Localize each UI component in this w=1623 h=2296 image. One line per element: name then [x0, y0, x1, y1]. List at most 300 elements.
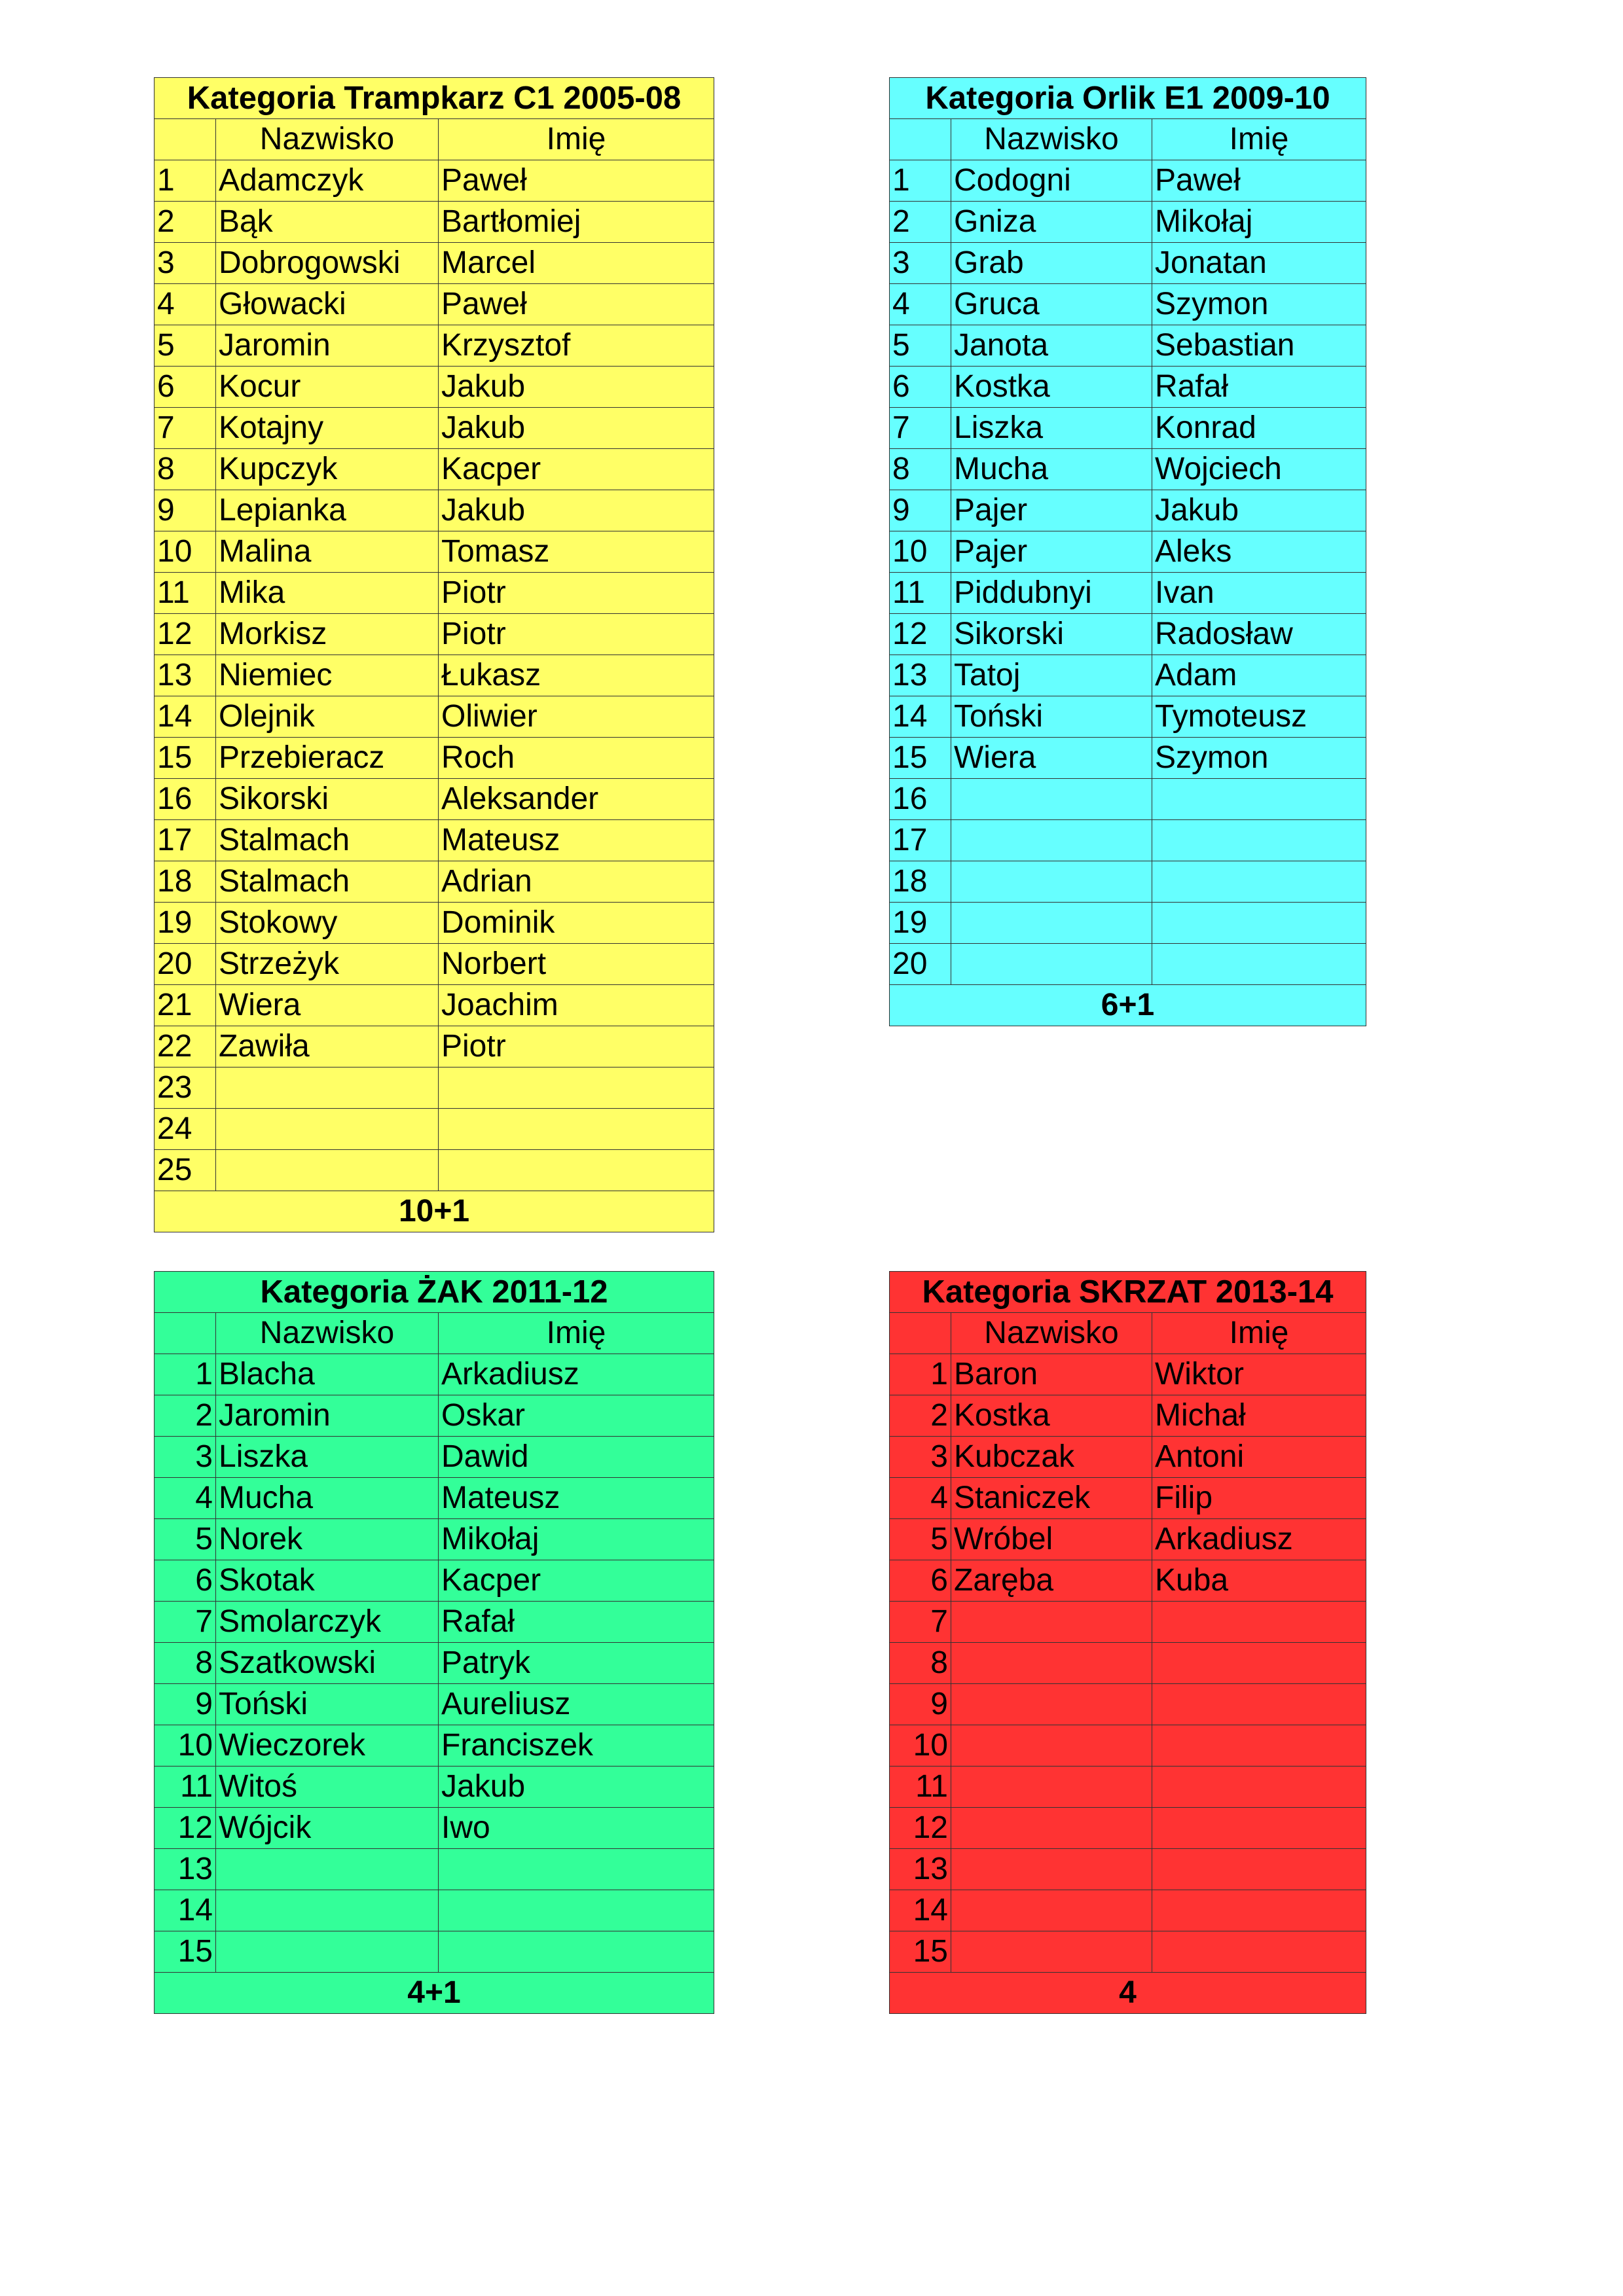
- row-surname: Lepianka: [216, 490, 439, 531]
- row-name: Paweł: [1152, 160, 1366, 202]
- row-name: Dominik: [439, 903, 714, 944]
- row-name: Kacper: [439, 449, 714, 490]
- row-surname: Adamczyk: [216, 160, 439, 202]
- row-name: Piotr: [439, 1026, 714, 1067]
- row-number: 12: [155, 1808, 216, 1849]
- row-name: [1152, 779, 1366, 820]
- row-number: 17: [155, 820, 216, 861]
- table-row: [890, 738, 1366, 779]
- table-row: [155, 1849, 714, 1890]
- row-name: [1152, 1849, 1366, 1890]
- table-row: [155, 490, 714, 531]
- row-surname: [951, 779, 1152, 820]
- table-row: [155, 243, 714, 284]
- row-surname: Zawiła: [216, 1026, 439, 1067]
- row-number: 16: [155, 779, 216, 820]
- table-row: [890, 1849, 1366, 1890]
- table-row: [890, 367, 1366, 408]
- row-number: 3: [155, 243, 216, 284]
- row-number: 9: [155, 490, 216, 531]
- row-number: 7: [890, 408, 951, 449]
- row-number: 5: [890, 325, 951, 367]
- row-number: 15: [155, 1931, 216, 1973]
- table-row: [890, 1437, 1366, 1478]
- row-surname: Liszka: [216, 1437, 439, 1478]
- row-name: Szymon: [1152, 738, 1366, 779]
- row-number: 5: [155, 1519, 216, 1560]
- row-number: 13: [890, 1849, 951, 1890]
- row-name: Adrian: [439, 861, 714, 903]
- row-number: 13: [155, 1849, 216, 1890]
- table-row: [155, 861, 714, 903]
- row-surname: Niemiec: [216, 655, 439, 696]
- header-name: Imię: [1152, 1313, 1366, 1354]
- row-surname: Przebieracz: [216, 738, 439, 779]
- row-name: Mikołaj: [439, 1519, 714, 1560]
- row-surname: Mucha: [951, 449, 1152, 490]
- row-number: 10: [890, 1725, 951, 1767]
- row-name: Arkadiusz: [1152, 1519, 1366, 1560]
- row-name: Antoni: [1152, 1437, 1366, 1478]
- table-row: [155, 1150, 714, 1191]
- row-name: Wojciech: [1152, 449, 1366, 490]
- row-name: Ivan: [1152, 573, 1366, 614]
- row-name: Jonatan: [1152, 243, 1366, 284]
- row-name: [439, 1150, 714, 1191]
- row-surname: [951, 1931, 1152, 1973]
- table-row: [890, 202, 1366, 243]
- table-row: [890, 1602, 1366, 1643]
- table-row: [890, 1643, 1366, 1684]
- row-name: Szymon: [1152, 284, 1366, 325]
- row-name: Aureliusz: [439, 1684, 714, 1725]
- row-surname: Pajer: [951, 490, 1152, 531]
- row-name: Konrad: [1152, 408, 1366, 449]
- row-surname: Grab: [951, 243, 1152, 284]
- row-number: 7: [155, 408, 216, 449]
- row-number: 4: [890, 1478, 951, 1519]
- row-number: 1: [155, 1354, 216, 1395]
- row-surname: [951, 903, 1152, 944]
- row-name: Kuba: [1152, 1560, 1366, 1602]
- row-name: [439, 1849, 714, 1890]
- row-surname: Stokowy: [216, 903, 439, 944]
- row-surname: [216, 1109, 439, 1150]
- title-row: [155, 78, 714, 119]
- row-surname: Zaręba: [951, 1560, 1152, 1602]
- row-number: 12: [890, 614, 951, 655]
- table-row: [155, 738, 714, 779]
- row-surname: Kotajny: [216, 408, 439, 449]
- row-name: Roch: [439, 738, 714, 779]
- table-row: [890, 160, 1366, 202]
- total-row: [155, 1973, 714, 2014]
- row-surname: [951, 1602, 1152, 1643]
- row-number: 14: [890, 1890, 951, 1931]
- row-number: 2: [890, 1395, 951, 1437]
- row-surname: Sikorski: [951, 614, 1152, 655]
- row-number: 22: [155, 1026, 216, 1067]
- row-surname: Liszka: [951, 408, 1152, 449]
- row-surname: Skotak: [216, 1560, 439, 1602]
- row-number: 2: [890, 202, 951, 243]
- row-surname: [951, 1725, 1152, 1767]
- row-surname: Toński: [216, 1684, 439, 1725]
- row-name: Dawid: [439, 1437, 714, 1478]
- header-surname: Nazwisko: [951, 119, 1152, 160]
- table-row: [155, 1560, 714, 1602]
- table-row: [890, 1931, 1366, 1973]
- row-number: 15: [155, 738, 216, 779]
- row-number: 8: [155, 1643, 216, 1684]
- header-number-cell: [155, 1313, 216, 1354]
- table-row: [890, 284, 1366, 325]
- row-name: Aleks: [1152, 531, 1366, 573]
- row-surname: [951, 944, 1152, 985]
- table-row: [890, 573, 1366, 614]
- row-name: Oliwier: [439, 696, 714, 738]
- row-surname: [951, 1849, 1152, 1890]
- row-name: Radosław: [1152, 614, 1366, 655]
- row-name: Mikołaj: [1152, 202, 1366, 243]
- row-number: 11: [155, 1767, 216, 1808]
- row-name: Tymoteusz: [1152, 696, 1366, 738]
- row-name: [1152, 1725, 1366, 1767]
- total-row: [890, 1973, 1366, 2014]
- row-surname: [951, 1684, 1152, 1725]
- table-row: [890, 243, 1366, 284]
- row-number: 19: [890, 903, 951, 944]
- table-row: [155, 655, 714, 696]
- header-surname: Nazwisko: [951, 1313, 1152, 1354]
- row-number: 3: [890, 243, 951, 284]
- row-number: 23: [155, 1067, 216, 1109]
- header-surname: Nazwisko: [216, 119, 439, 160]
- row-surname: [951, 1767, 1152, 1808]
- row-number: 17: [890, 820, 951, 861]
- title-row: [890, 1272, 1366, 1313]
- row-surname: Pajer: [951, 531, 1152, 573]
- row-surname: Olejnik: [216, 696, 439, 738]
- table-row: [890, 614, 1366, 655]
- table-row: [890, 1478, 1366, 1519]
- table-row: [155, 1767, 714, 1808]
- row-surname: Kostka: [951, 367, 1152, 408]
- row-surname: [216, 1067, 439, 1109]
- row-surname: Norek: [216, 1519, 439, 1560]
- row-surname: Janota: [951, 325, 1152, 367]
- row-number: 13: [155, 655, 216, 696]
- row-surname: [951, 1890, 1152, 1931]
- row-surname: Witoś: [216, 1767, 439, 1808]
- row-name: Marcel: [439, 243, 714, 284]
- table-row: [155, 1478, 714, 1519]
- row-number: 8: [890, 1643, 951, 1684]
- row-name: [1152, 903, 1366, 944]
- row-surname: Kostka: [951, 1395, 1152, 1437]
- table-row: [155, 1354, 714, 1395]
- header-row: [890, 1313, 1366, 1354]
- row-surname: Głowacki: [216, 284, 439, 325]
- row-surname: [216, 1931, 439, 1973]
- header-row: [890, 119, 1366, 160]
- table-row: [155, 202, 714, 243]
- table-row: [155, 944, 714, 985]
- row-number: 9: [890, 490, 951, 531]
- table-row: [890, 449, 1366, 490]
- row-surname: Kupczyk: [216, 449, 439, 490]
- total-row: [890, 985, 1366, 1026]
- row-surname: Kubczak: [951, 1437, 1152, 1478]
- row-number: 20: [890, 944, 951, 985]
- row-name: [1152, 820, 1366, 861]
- row-surname: Baron: [951, 1354, 1152, 1395]
- row-number: 16: [890, 779, 951, 820]
- row-surname: Blacha: [216, 1354, 439, 1395]
- row-surname: Tatoj: [951, 655, 1152, 696]
- header-number-cell: [155, 119, 216, 160]
- row-surname: Mucha: [216, 1478, 439, 1519]
- row-number: 9: [890, 1684, 951, 1725]
- row-name: Filip: [1152, 1478, 1366, 1519]
- table-row: [155, 160, 714, 202]
- row-surname: [216, 1150, 439, 1191]
- row-surname: Jaromin: [216, 1395, 439, 1437]
- table-row: [155, 1808, 714, 1849]
- header-surname: Nazwisko: [216, 1313, 439, 1354]
- table-row: [155, 284, 714, 325]
- row-name: Piotr: [439, 614, 714, 655]
- table-orlik: [889, 77, 1366, 1026]
- header-row: [155, 1313, 714, 1354]
- row-surname: Gniza: [951, 202, 1152, 243]
- row-name: [1152, 1931, 1366, 1973]
- row-number: 10: [155, 1725, 216, 1767]
- total-row: [155, 1191, 714, 1232]
- row-name: Jakub: [439, 367, 714, 408]
- row-number: 8: [155, 449, 216, 490]
- table-row: [890, 861, 1366, 903]
- row-name: Wiktor: [1152, 1354, 1366, 1395]
- row-number: 1: [890, 1354, 951, 1395]
- row-name: Jakub: [439, 490, 714, 531]
- row-number: 10: [155, 531, 216, 573]
- table-row: [890, 531, 1366, 573]
- row-number: 15: [890, 738, 951, 779]
- row-number: 3: [155, 1437, 216, 1478]
- table-title: Kategoria Trampkarz C1 2005-08: [155, 78, 714, 119]
- table-trampkarz: [154, 77, 714, 1232]
- table-body: [890, 1272, 1366, 2014]
- row-name: Sebastian: [1152, 325, 1366, 367]
- table-row: [155, 614, 714, 655]
- row-name: Łukasz: [439, 655, 714, 696]
- row-name: [1152, 861, 1366, 903]
- row-name: Rafał: [439, 1602, 714, 1643]
- row-name: [439, 1890, 714, 1931]
- row-number: 5: [155, 325, 216, 367]
- row-surname: Wróbel: [951, 1519, 1152, 1560]
- table-row: [155, 1890, 714, 1931]
- row-name: [1152, 1767, 1366, 1808]
- row-number: 14: [155, 696, 216, 738]
- team-size-total: 4+1: [155, 1973, 714, 2014]
- row-number: 8: [890, 449, 951, 490]
- row-number: 18: [155, 861, 216, 903]
- row-surname: [216, 1890, 439, 1931]
- row-number: 13: [890, 655, 951, 696]
- row-number: 7: [890, 1602, 951, 1643]
- table-row: [890, 1808, 1366, 1849]
- table-body: [155, 1272, 714, 2014]
- row-name: Bartłomiej: [439, 202, 714, 243]
- row-name: Patryk: [439, 1643, 714, 1684]
- table-row: [155, 1643, 714, 1684]
- team-size-total: 10+1: [155, 1191, 714, 1232]
- row-surname: Piddubnyi: [951, 573, 1152, 614]
- table-title: Kategoria SKRZAT 2013-14: [890, 1272, 1366, 1313]
- row-name: Aleksander: [439, 779, 714, 820]
- row-number: 4: [155, 1478, 216, 1519]
- row-name: [1152, 1808, 1366, 1849]
- row-surname: Stalmach: [216, 861, 439, 903]
- table-row: [155, 325, 714, 367]
- row-surname: Wiera: [951, 738, 1152, 779]
- row-name: [439, 1931, 714, 1973]
- table-row: [155, 1684, 714, 1725]
- row-surname: Strzeżyk: [216, 944, 439, 985]
- row-number: 11: [890, 573, 951, 614]
- table-row: [890, 944, 1366, 985]
- table-body: [155, 78, 714, 1232]
- row-name: [439, 1109, 714, 1150]
- row-surname: Malina: [216, 531, 439, 573]
- row-name: [439, 1067, 714, 1109]
- row-surname: [951, 1643, 1152, 1684]
- row-name: [1152, 1684, 1366, 1725]
- table-row: [155, 1395, 714, 1437]
- row-surname: Wiera: [216, 985, 439, 1026]
- table-row: [155, 1519, 714, 1560]
- row-surname: Smolarczyk: [216, 1602, 439, 1643]
- table-row: [890, 1354, 1366, 1395]
- row-name: Arkadiusz: [439, 1354, 714, 1395]
- row-name: Rafał: [1152, 367, 1366, 408]
- table-row: [890, 408, 1366, 449]
- row-number: 6: [155, 367, 216, 408]
- row-surname: Mika: [216, 573, 439, 614]
- row-number: 9: [155, 1684, 216, 1725]
- table-row: [155, 1725, 714, 1767]
- row-surname: Dobrogowski: [216, 243, 439, 284]
- table-row: [890, 490, 1366, 531]
- row-number: 11: [155, 573, 216, 614]
- row-number: 4: [890, 284, 951, 325]
- row-number: 6: [890, 367, 951, 408]
- row-surname: Jaromin: [216, 325, 439, 367]
- row-number: 11: [890, 1767, 951, 1808]
- row-number: 5: [890, 1519, 951, 1560]
- row-surname: Bąk: [216, 202, 439, 243]
- table-skrzat: [889, 1271, 1366, 2014]
- row-number: 20: [155, 944, 216, 985]
- header-name: Imię: [439, 119, 714, 160]
- row-surname: Wójcik: [216, 1808, 439, 1849]
- table-title: Kategoria Orlik E1 2009-10: [890, 78, 1366, 119]
- row-name: Norbert: [439, 944, 714, 985]
- table-row: [155, 1931, 714, 1973]
- row-number: 14: [890, 696, 951, 738]
- header-name: Imię: [439, 1313, 714, 1354]
- row-surname: Staniczek: [951, 1478, 1152, 1519]
- row-name: Mateusz: [439, 1478, 714, 1519]
- table-row: [890, 655, 1366, 696]
- table-row: [155, 573, 714, 614]
- row-number: 6: [890, 1560, 951, 1602]
- table-row: [890, 820, 1366, 861]
- team-size-total: 6+1: [890, 985, 1366, 1026]
- row-name: Oskar: [439, 1395, 714, 1437]
- header-row: [155, 119, 714, 160]
- table-row: [890, 1890, 1366, 1931]
- table-row: [155, 1437, 714, 1478]
- table-row: [155, 1026, 714, 1067]
- row-number: 14: [155, 1890, 216, 1931]
- row-name: Krzysztof: [439, 325, 714, 367]
- table-row: [155, 1067, 714, 1109]
- row-name: Paweł: [439, 160, 714, 202]
- table-row: [155, 367, 714, 408]
- row-name: Adam: [1152, 655, 1366, 696]
- row-surname: Morkisz: [216, 614, 439, 655]
- table-row: [155, 903, 714, 944]
- table-body: [890, 78, 1366, 1026]
- row-name: [1152, 944, 1366, 985]
- row-number: 19: [155, 903, 216, 944]
- table-title: Kategoria ŻAK 2011-12: [155, 1272, 714, 1313]
- row-surname: Toński: [951, 696, 1152, 738]
- row-name: [1152, 1643, 1366, 1684]
- table-row: [155, 779, 714, 820]
- table-row: [890, 779, 1366, 820]
- row-surname: Stalmach: [216, 820, 439, 861]
- table-row: [890, 1684, 1366, 1725]
- row-number: 12: [155, 614, 216, 655]
- row-surname: [951, 820, 1152, 861]
- team-size-total: 4: [890, 1973, 1366, 2014]
- row-surname: [951, 1808, 1152, 1849]
- row-number: 25: [155, 1150, 216, 1191]
- title-row: [890, 78, 1366, 119]
- row-surname: [951, 861, 1152, 903]
- row-number: 6: [155, 1560, 216, 1602]
- row-name: Mateusz: [439, 820, 714, 861]
- header-number-cell: [890, 119, 951, 160]
- title-row: [155, 1272, 714, 1313]
- table-row: [890, 325, 1366, 367]
- table-row: [155, 449, 714, 490]
- row-number: 1: [155, 160, 216, 202]
- row-name: Iwo: [439, 1808, 714, 1849]
- row-surname: Sikorski: [216, 779, 439, 820]
- row-number: 18: [890, 861, 951, 903]
- table-row: [155, 1602, 714, 1643]
- table-row: [890, 1767, 1366, 1808]
- table-row: [890, 903, 1366, 944]
- row-surname: Codogni: [951, 160, 1152, 202]
- row-name: Tomasz: [439, 531, 714, 573]
- row-name: Paweł: [439, 284, 714, 325]
